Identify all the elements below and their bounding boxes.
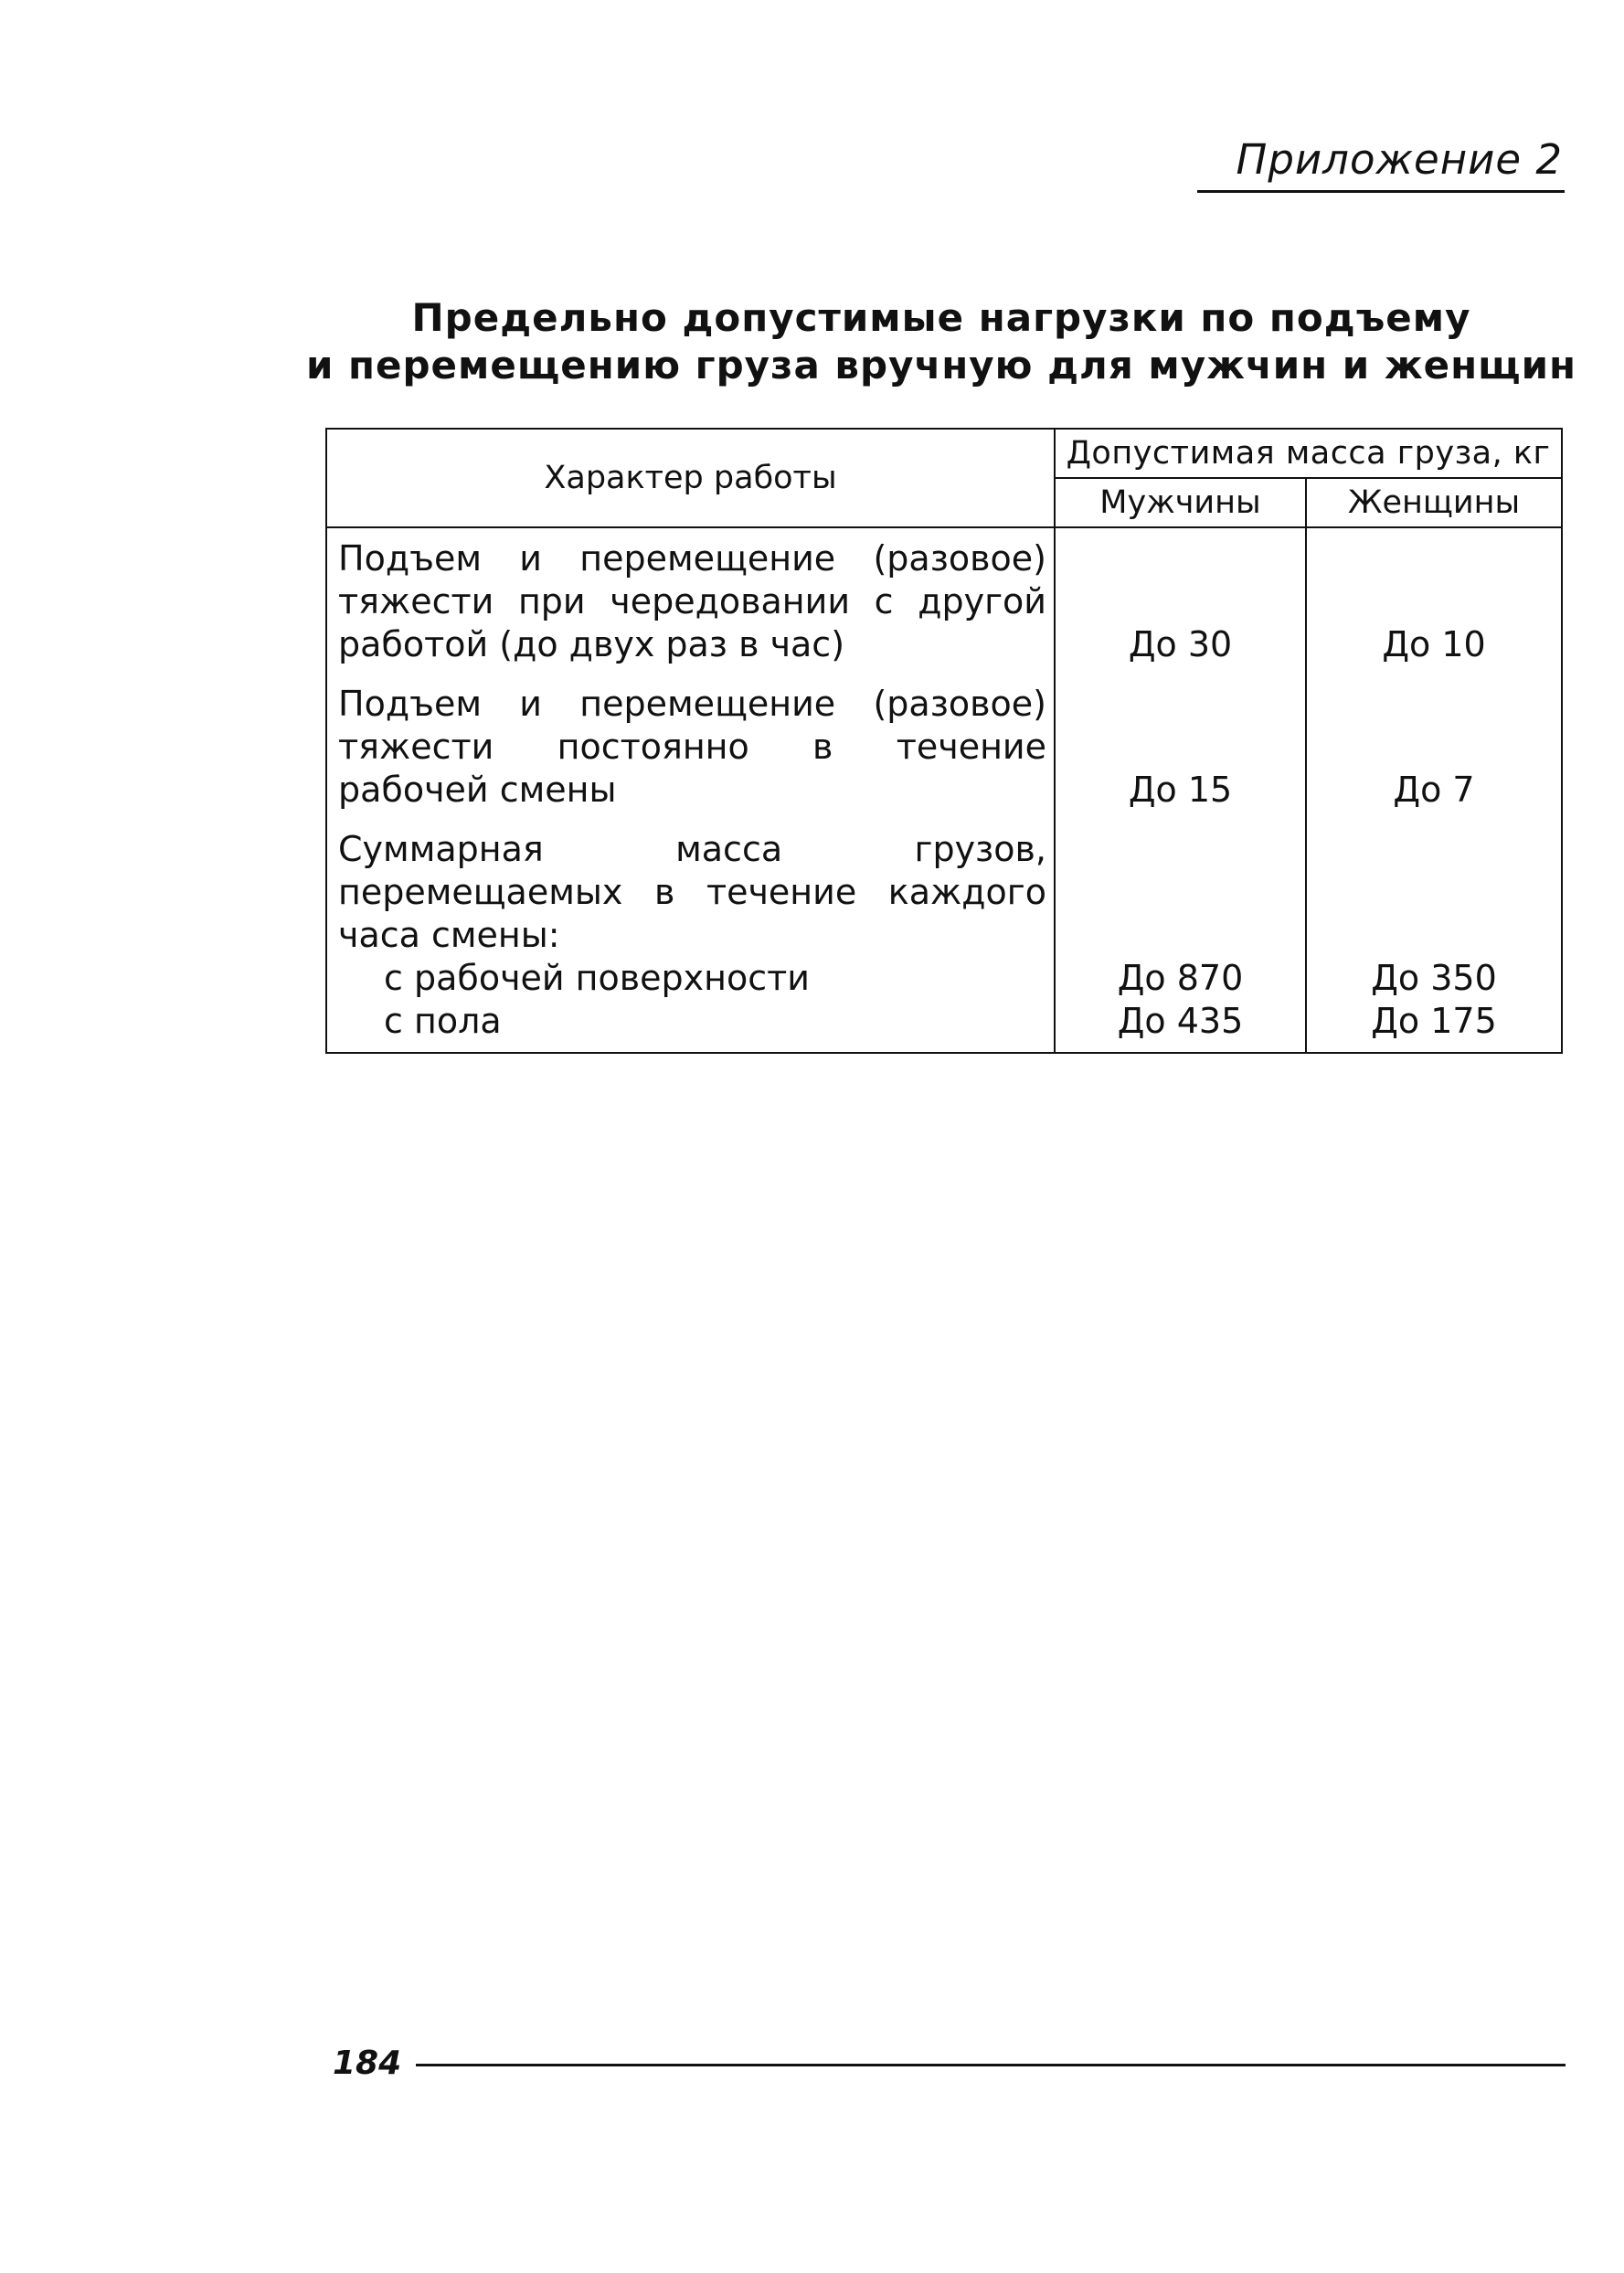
table-subrow bbox=[326, 1000, 1562, 1053]
subrow-men-value: До 870 bbox=[1055, 957, 1306, 1000]
row-description: Подъем и перемещение (разовое) тяжести при чередовании с другой работой (до двух раз в час) bbox=[326, 527, 1055, 674]
subrow-men-value: До 435 bbox=[1055, 1000, 1306, 1053]
row-men-value: До 30 bbox=[1055, 527, 1306, 674]
table-row bbox=[326, 527, 1562, 674]
page-number: 184 bbox=[333, 2045, 402, 2082]
subrow-label: с пола bbox=[326, 1000, 1055, 1053]
row-men-value: До 15 bbox=[1055, 674, 1306, 819]
appendix-label: Приложение 2 bbox=[1236, 135, 1563, 184]
header-women: Женщины bbox=[1306, 478, 1562, 527]
appendix-underline bbox=[1197, 190, 1565, 193]
subrow-label: с рабочей поверхности bbox=[326, 957, 1055, 1000]
row-women-value: До 10 bbox=[1306, 527, 1562, 674]
page-title bbox=[302, 294, 1581, 389]
row-women-value: До 7 bbox=[1306, 674, 1562, 819]
header-allowed-mass: Допустимая масса груза, кг bbox=[1055, 429, 1562, 478]
footer-rule bbox=[416, 2064, 1566, 2066]
title-line-2: и перемещению груза вручную для мужчин и женщин bbox=[305, 343, 1577, 388]
load-limits-table bbox=[325, 428, 1563, 1054]
title-line-1: Предельно допустимые нагрузки по подъему bbox=[411, 295, 1471, 340]
subrow-women-value: До 350 bbox=[1306, 957, 1562, 1000]
table-row bbox=[326, 819, 1562, 957]
row-description: Подъем и перемещение (разовое) тяжести постоянно в течение рабочей смены bbox=[326, 674, 1055, 819]
table-subrow bbox=[326, 957, 1562, 1000]
summary-description: Суммарная масса грузов, перемещаемых в течение каждого часа смены: bbox=[326, 819, 1055, 957]
subrow-women-value: До 175 bbox=[1306, 1000, 1562, 1053]
header-men: Мужчины bbox=[1055, 478, 1306, 527]
header-work-type: Характер работы bbox=[326, 429, 1055, 527]
table-row bbox=[326, 674, 1562, 819]
